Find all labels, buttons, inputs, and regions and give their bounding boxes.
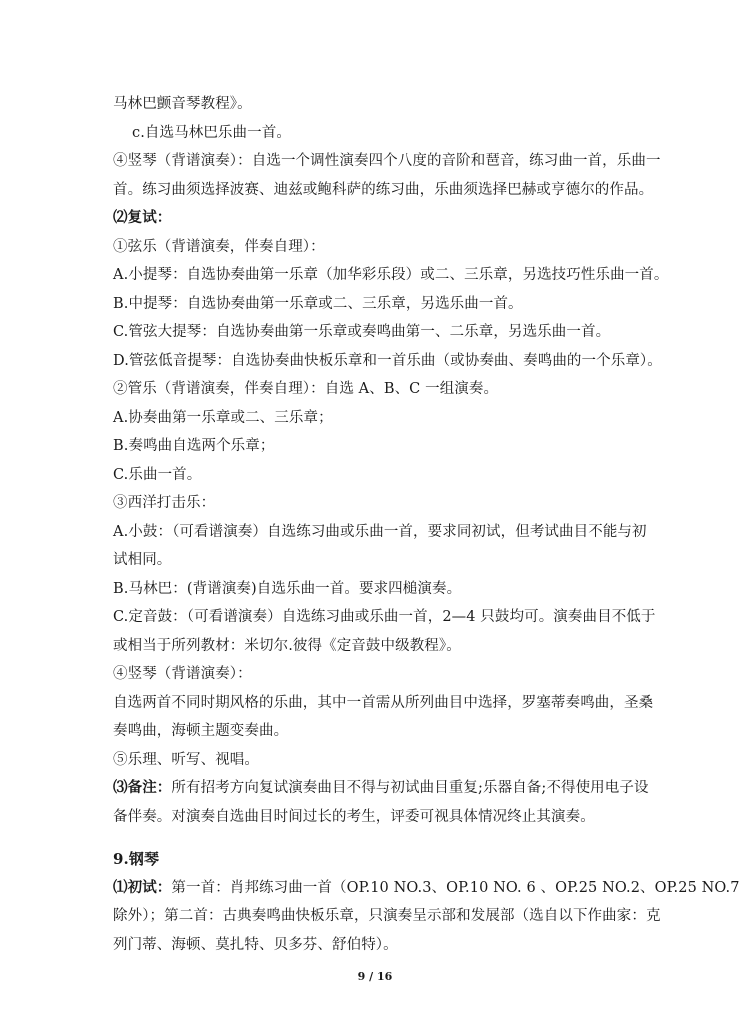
text-line: ④竖琴（背谱演奏）：自选一个调性演奏四个八度的音阶和琶音，练习曲一首，乐曲一 <box>113 153 661 169</box>
text-line: B.中提琴：自选协奏曲第一乐章或二、三乐章，另选乐曲一首。 <box>113 295 523 312</box>
text-line: 备伴奏。对演奏自选曲目时间过长的考生，评委可视具体情况终止其演奏。 <box>113 808 595 825</box>
text-line: ④竖琴（背谱演奏）： <box>113 666 252 682</box>
text-line: ②管乐（背谱演奏，伴奏自理）：自选 A、B、C 一组演奏。 <box>113 381 499 397</box>
text-line <box>113 874 740 903</box>
text-line: 除外）；第二首：古典奏鸣曲快板乐章，只演奏呈示部和发展部（选自以下作曲家：克 <box>113 908 661 924</box>
text-line: 马林巴颤音琴教程》。 <box>113 96 252 112</box>
text-line: C.乐曲一首。 <box>113 466 202 483</box>
text-line: ⑤乐理、听写、视唱。 <box>113 751 259 768</box>
text-line: D.管弦低音提琴：自选协奏曲快板乐章和一首乐曲（或协奏曲、奏鸣曲的一个乐章）。 <box>113 352 662 369</box>
prelim-text: 第一首：肖邦练习曲一首（OP.10 NO.3、OP.10 NO. 6 、OP.25 NO.2、OP.25 NO.7 <box>171 879 740 896</box>
text-line: 或相当于所列教材：米切尔.彼得《定音鼓中级教程》。 <box>113 637 461 654</box>
text-line: 首。练习曲须选择波赛、迪兹或鲍科萨的练习曲，乐曲须选择巴赫或亨德尔的作品。 <box>113 181 654 198</box>
text-line: A.小提琴：自选协奏曲第一乐章（加华彩乐段）或二、三乐章，另选技巧性乐曲一首。 <box>113 267 669 283</box>
text-line: ③西洋打击乐： <box>113 495 216 511</box>
subsection-heading: ⑵复试： <box>113 209 172 226</box>
spacer <box>113 831 643 845</box>
remarks-text: 所有招考方向复试演奏曲目不得与初试曲目重复;乐器自备;不得使用电子设 <box>171 780 649 796</box>
text-line: B.马林巴：(背谱演奏)自选乐曲一首。要求四槌演奏。 <box>113 580 462 597</box>
text-line: C.管弦大提琴：自选协奏曲第一乐章或奏鸣曲第一、二乐章，另选乐曲一首。 <box>113 324 611 340</box>
text-line: C.定音鼓：（可看谱演奏）自选练习曲或乐曲一首，2—4 只鼓均可。演奏曲目不低于 <box>113 609 656 625</box>
text-line: B.奏鸣曲自选两个乐章； <box>113 438 275 454</box>
section-heading: 9.钢琴 <box>113 850 160 868</box>
text-line: 奏鸣曲，海顿主题变奏曲。 <box>113 723 289 739</box>
remarks-label: ⑶备注： <box>113 779 172 796</box>
prelim-label: ⑴初试： <box>113 878 172 896</box>
text-line: A.小鼓：（可看谱演奏）自选练习曲或乐曲一首，要求同初试，但考试曲目不能与初 <box>113 523 647 540</box>
text-line: c.自选马林巴乐曲一首。 <box>132 124 291 141</box>
text-line: A.协奏曲第一乐章或二、三乐章； <box>113 409 333 426</box>
page-number: 9 / 16 <box>357 970 393 983</box>
document-body <box>113 90 740 959</box>
text-line: 列门蒂、海顿、莫扎特、贝多芬、舒伯特）。 <box>113 936 398 953</box>
text-line: ①弦乐（背谱演奏，伴奏自理）： <box>113 238 325 255</box>
text-line: 试相同。 <box>113 552 172 568</box>
text-line <box>113 774 649 803</box>
text-line: 自选两首不同时期风格的乐曲，其中一首需从所列曲目中选择，罗塞蒂奏鸣曲，圣桑 <box>113 694 654 711</box>
